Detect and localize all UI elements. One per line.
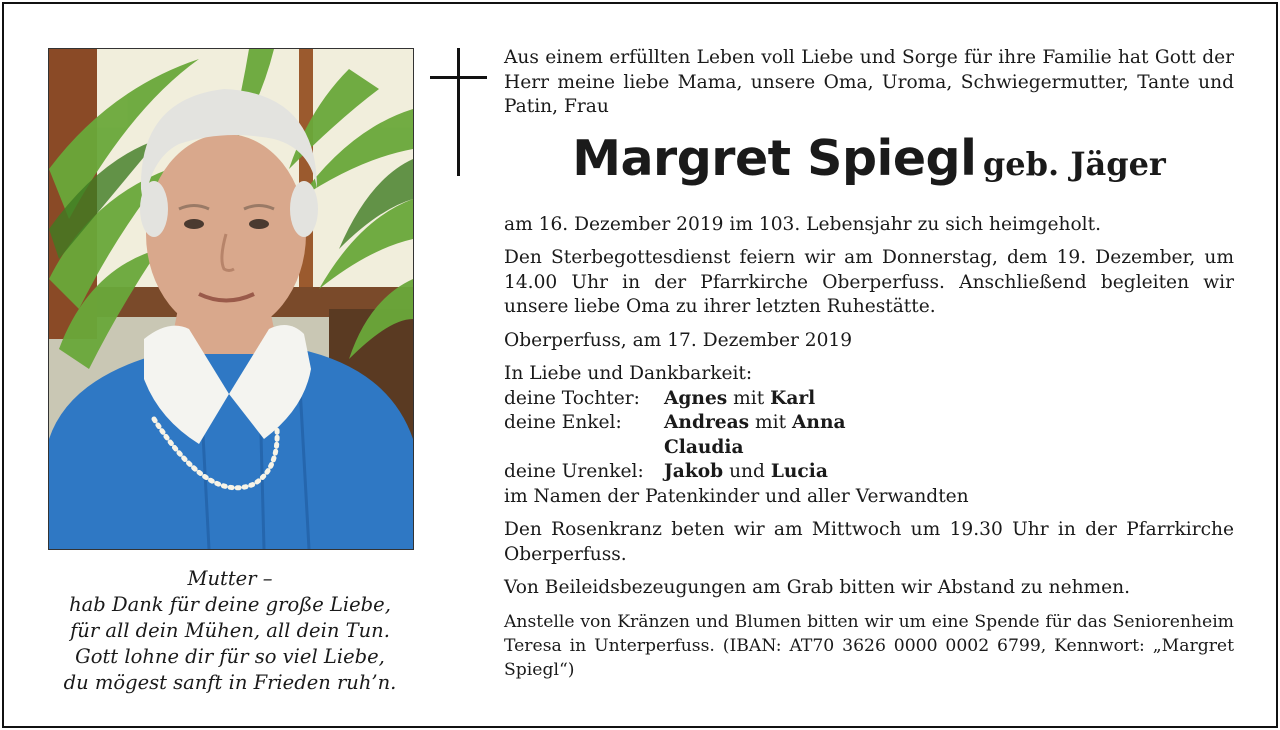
family-label: deine Urenkel: <box>504 461 644 482</box>
poem-line: hab Dank für deine große Liebe, <box>69 593 391 616</box>
deceased-name-main: Margret Spiegl <box>572 129 977 187</box>
deceased-name <box>504 128 1234 201</box>
obituary-card <box>2 2 1278 728</box>
family-conj: mit <box>755 412 787 433</box>
place-date: Oberperfuss, am 17. Dezember 2019 <box>504 329 853 351</box>
portrait-illustration <box>49 49 413 549</box>
portrait-photo <box>48 48 414 550</box>
family-row-daughter <box>504 387 1234 412</box>
service-notice: Den Sterbegottesdienst feiern wir am Donnerstag, dem 19. Dezember, um 14.00 Uhr in der Pfarrkirche Oberperfuss. Anschließend begleiten wir unsere liebe Oma zu ihrer letzten Ruhestätte. <box>504 247 1234 317</box>
rosary-notice: Den Rosenkranz beten wir am Mittwoch um 19.30 Uhr in der Pfarrkirche Oberperfuss. <box>504 519 1234 565</box>
family-label: deine Tochter: <box>504 387 640 409</box>
family-name: Karl <box>770 387 816 409</box>
family-row-grandchildren <box>504 411 1234 436</box>
poem <box>44 566 416 696</box>
family-name: Claudia <box>664 436 744 458</box>
family-conj: und <box>729 461 765 482</box>
family-label: deine Enkel: <box>504 412 622 433</box>
family-row-great-grandchildren <box>504 460 1234 485</box>
family-intro: In Liebe und Dankbarkeit: <box>504 363 753 384</box>
intro-text: Aus einem erfüllten Leben voll Liebe und Sorge für ihre Familie hat Gott der Herr meine liebe Mama, unsere Oma, Uroma, Schwiegermutter, Tante und Patin, Frau <box>504 47 1234 117</box>
donation-notice: Anstelle von Kränzen und Blumen bitten wir um eine Spende für das Seniorenheim Teresa in Unterperfuss. (IBAN: AT70 3626 0000 0002 6799, Kennwort: „Margret Spiegl“) <box>504 611 1234 680</box>
family-name: Anna <box>792 412 846 433</box>
family-row-grandchildren-2 <box>504 436 1234 461</box>
maiden-name: geb. Jäger <box>982 144 1166 183</box>
family-name: Andreas <box>664 412 750 433</box>
death-notice: am 16. Dezember 2019 im 103. Lebensjahr zu sich heimgeholt. <box>504 213 1102 235</box>
family-name: Jakob <box>664 461 724 482</box>
poem-line: du mögest sanft in Frieden ruh’n. <box>63 671 397 694</box>
family-list <box>504 362 1234 509</box>
poem-line: für all dein Mühen, all dein Tun. <box>70 619 390 642</box>
family-others: im Namen der Patenkinder und aller Verwandten <box>504 485 969 507</box>
poem-line: Gott lohne dir für so viel Liebe, <box>75 645 385 668</box>
condolence-notice: Von Beileidsbezeugungen am Grab bitten wir Abstand zu nehmen. <box>504 577 1131 598</box>
family-name: Agnes <box>664 387 728 409</box>
obituary-text <box>504 46 1234 682</box>
family-conj: mit <box>733 387 765 409</box>
family-name: Lucia <box>770 461 828 482</box>
poem-line: Mutter – <box>187 567 273 590</box>
cross-icon <box>430 48 488 182</box>
